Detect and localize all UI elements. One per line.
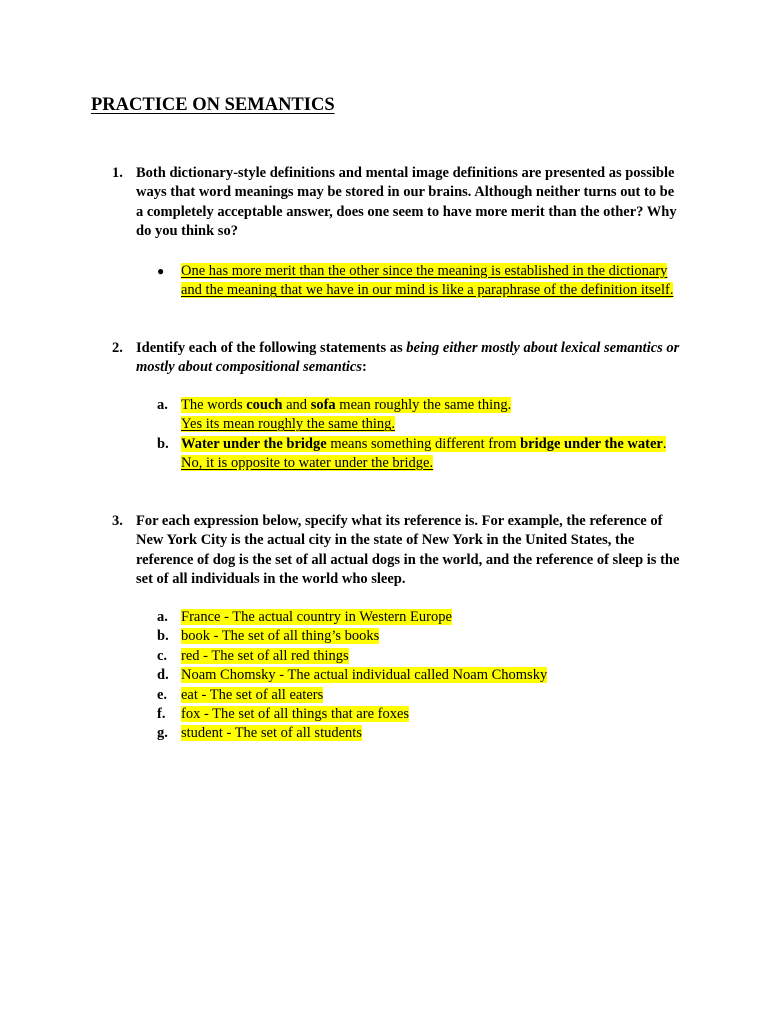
bullet-icon: ●: [157, 264, 165, 278]
question-2: [112, 339, 682, 378]
term-bridge-under-water: bridge under the water: [520, 435, 663, 452]
text-part: means something different from: [326, 435, 521, 452]
answer-1: [157, 262, 677, 301]
question-text-part: :: [361, 359, 367, 376]
item-label: a.: [157, 609, 168, 625]
question-text: Both dictionary-style definitions and mental image definitions are presented as possible ways that word meanings may be stored in our brains. Although neither turns out to be a completely acceptable answer, does one seem to have more merit than the other? Why do you think so?: [136, 165, 677, 240]
text-part: The words: [181, 397, 247, 413]
item-label: b.: [157, 435, 169, 452]
question-text: For each expression below, specify what its reference is. For example, the reference of New York City is the actual city in the state of New York in the United States, the reference of dog is the set of all actual dogs in the world, and the reference of sleep is the set of all individuals in the world who sleep.: [136, 513, 680, 588]
list-item: [157, 396, 667, 435]
answer-text: One has more merit than the other since the meaning is established in the dictionary and the meaning that we have in our mind is like a paraphrase of the definition itself.: [181, 263, 674, 299]
question-text: [136, 339, 682, 378]
list-item: [157, 724, 677, 743]
item-text: red - The set of all red things: [181, 647, 349, 664]
item-text: book - The set of all thing’s books: [181, 628, 380, 645]
item-text: Noam Chomsky - The actual individual called Noam Chomsky: [181, 667, 548, 684]
text-part: .: [662, 435, 667, 452]
list-item: [157, 686, 677, 705]
term-water-under-bridge: Water under the bridge: [181, 435, 327, 452]
page-title: PRACTICE ON SEMANTICS: [91, 95, 335, 115]
question-3: [112, 512, 684, 590]
text-part: mean roughly the same thing.: [335, 397, 512, 413]
term-couch: couch: [246, 397, 283, 413]
question-number: 2.: [112, 340, 123, 356]
statement-text: [181, 436, 666, 452]
item-label: g.: [157, 725, 168, 742]
list-item: [157, 608, 677, 627]
item-label: a.: [157, 397, 168, 413]
list-item: [157, 435, 667, 474]
item-text: France - The actual country in Western Europe: [181, 609, 452, 625]
answer-2: [157, 396, 667, 474]
answer-bullet-item: [157, 262, 677, 301]
item-label: e.: [157, 686, 168, 703]
item-text: eat - The set of all eaters: [181, 686, 324, 703]
question-text-part: Identify each of the following statements as: [136, 340, 407, 356]
list-item: [157, 666, 677, 685]
question-number: 1.: [112, 165, 123, 181]
answer-text: Yes its mean roughly the same thing.: [181, 416, 395, 433]
answer-3-list: [157, 608, 677, 744]
statement-text: [181, 397, 511, 413]
list-item: [157, 627, 677, 646]
question-1: [112, 164, 682, 242]
item-label: b.: [157, 628, 169, 645]
item-text: student - The set of all students: [181, 725, 362, 742]
list-item: [157, 705, 677, 724]
item-text: fox - The set of all things that are foxes: [181, 706, 410, 723]
text-part: and: [282, 397, 311, 413]
list-item: [157, 647, 677, 666]
item-label: c.: [157, 647, 168, 664]
term-sofa: sofa: [310, 397, 336, 413]
question-number: 3.: [112, 513, 123, 529]
question-text-italic: being either mostly about lexical semantics or mostly about compositional semantics: [136, 340, 680, 376]
answer-text: No, it is opposite to water under the bridge.: [181, 455, 434, 472]
item-label: f.: [157, 706, 166, 723]
item-label: d.: [157, 667, 169, 684]
